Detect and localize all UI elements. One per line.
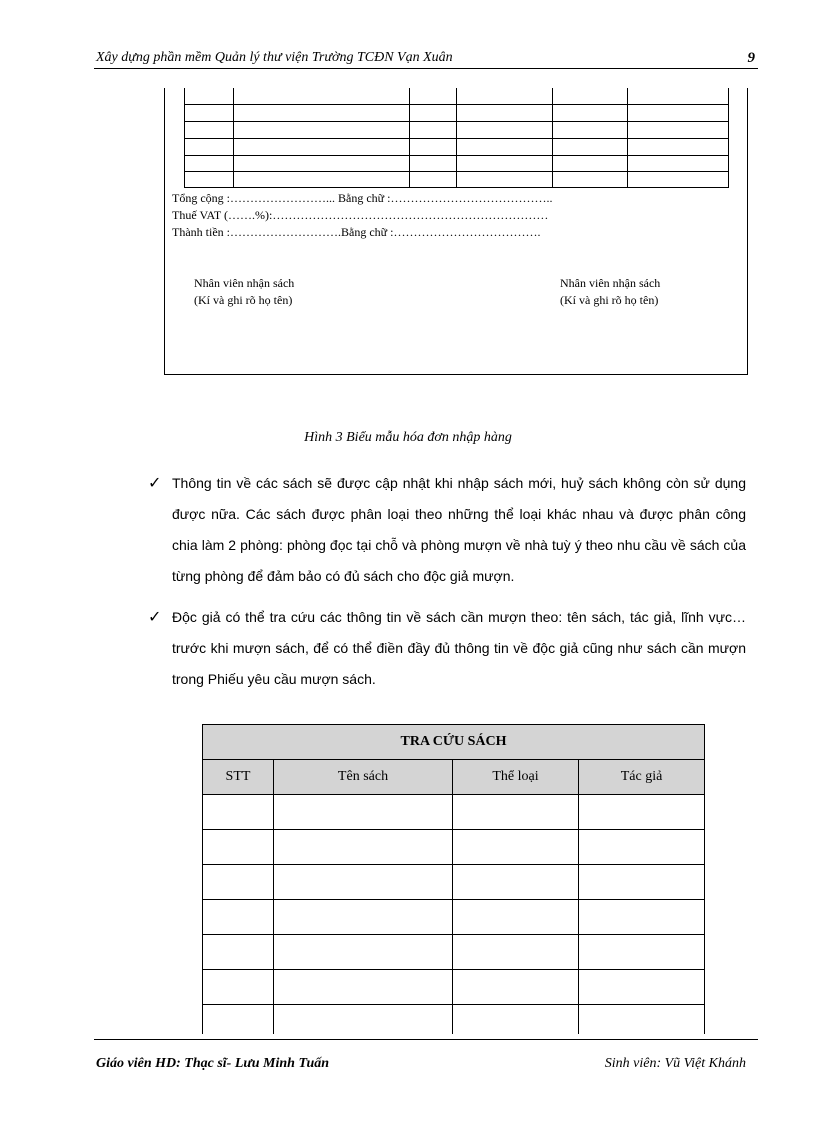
table-row	[203, 865, 705, 900]
invoice-vat-line: Thuế VAT (…….%):……………………………………………………………	[172, 208, 549, 222]
table-row	[203, 900, 705, 935]
table-cell	[453, 970, 579, 1005]
invoice-grid-col-line	[233, 88, 234, 188]
signature-left-title: Nhân viên nhận sách	[194, 276, 295, 290]
column-header-genre: Thể loại	[453, 760, 579, 795]
checkmark-icon: ✓	[148, 609, 162, 626]
table-cell	[203, 935, 274, 970]
column-header-title: Tên sách	[274, 760, 453, 795]
invoice-grid-col-line	[552, 88, 553, 188]
footer-divider	[94, 1039, 758, 1040]
page-number: 9	[747, 50, 755, 66]
footer-advisor: Giáo viên HD: Thạc sĩ- Lưu Minh Tuấn	[96, 1056, 330, 1071]
table-row	[203, 970, 705, 1005]
table-cell	[453, 865, 579, 900]
table-cell	[453, 900, 579, 935]
table-cell	[579, 1005, 705, 1035]
table-cell	[579, 970, 705, 1005]
header-title: Xây dựng phần mềm Quản lý thư viện Trường TCĐN Vạn Xuân	[96, 50, 453, 65]
book-search-table	[202, 724, 705, 1034]
invoice-grid-col-line	[409, 88, 410, 188]
signature-left-note: (Kí và ghi rõ họ tên)	[194, 293, 293, 307]
signature-right-note: (Kí và ghi rõ họ tên)	[560, 293, 659, 307]
table-cell	[203, 865, 274, 900]
table-cell	[274, 1005, 453, 1035]
table-cell	[274, 935, 453, 970]
table-cell	[579, 935, 705, 970]
footer-student: Sinh viên: Vũ Việt Khánh	[604, 1056, 746, 1071]
table-cell	[579, 865, 705, 900]
table-cell	[274, 900, 453, 935]
column-header-stt: STT	[203, 760, 274, 795]
bullet-paragraph: Độc giả có thể tra cứu các thông tin về sách cần mượn theo: tên sách, tác giả, lĩnh vực… trước khi mượn sách, để có thể điền đầy đủ thông tin về độc giả cũng như sách cần mượn trong Phiếu yêu cầu mượn sách.	[172, 609, 746, 687]
table-row	[203, 935, 705, 970]
table-cell	[453, 1005, 579, 1035]
invoice-grid-col-line	[627, 88, 628, 188]
invoice-grid-col-line	[456, 88, 457, 188]
bullet-paragraph: Thông tin về các sách sẽ được cập nhật khi nhập sách mới, huỷ sách không còn sử dụng được nữa. Các sách được phân loại theo những thể loại khác nhau và được phân công chia làm 2 phòng: phòng đọc tại chỗ và phòng mượn về nhà tuỳ ý theo nhu cầu về sách của từng phòng để đảm bảo có đủ sách cho độc giả mượn.	[172, 475, 746, 584]
table-cell	[453, 795, 579, 830]
table-cell	[453, 935, 579, 970]
table-row	[203, 1005, 705, 1035]
invoice-total-line: Tổng cộng :……………………... Bằng chữ :…………………………………..	[172, 191, 553, 205]
table-row	[203, 830, 705, 865]
invoice-amount-line: Thành tiền :……………………….Bằng chữ :……………………………….	[172, 225, 541, 239]
table-cell	[203, 795, 274, 830]
table-cell	[579, 830, 705, 865]
table-cell	[203, 970, 274, 1005]
table-cell	[203, 1005, 274, 1035]
table-cell	[203, 830, 274, 865]
table-cell	[203, 900, 274, 935]
table-cell	[274, 795, 453, 830]
table-cell	[579, 900, 705, 935]
table-cell	[453, 830, 579, 865]
table-cell	[274, 970, 453, 1005]
table-cell	[579, 795, 705, 830]
table-cell	[274, 865, 453, 900]
checkmark-icon: ✓	[148, 475, 162, 492]
header-divider	[94, 68, 758, 69]
column-header-author: Tác giả	[579, 760, 705, 795]
table-title: TRA CỨU SÁCH	[203, 725, 705, 760]
signature-right-title: Nhân viên nhận sách	[560, 276, 661, 290]
table-row	[203, 795, 705, 830]
table-cell	[274, 830, 453, 865]
figure-caption: Hình 3 Biểu mẫu hóa đơn nhập hàng	[304, 430, 512, 445]
